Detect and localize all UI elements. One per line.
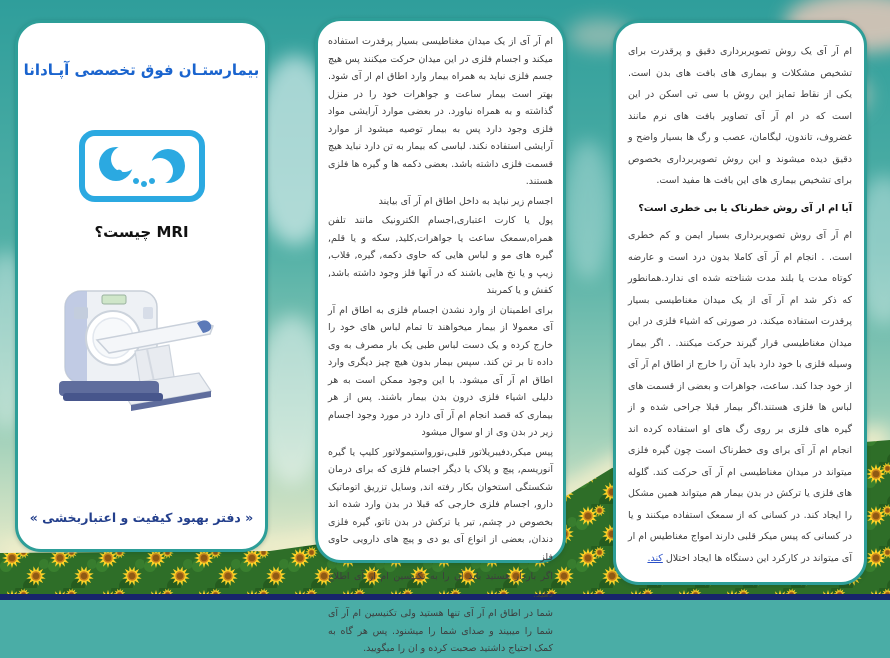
right-text-panel	[613, 20, 867, 585]
apadana-hospital-logo-icon	[78, 129, 206, 203]
paragraph-magnetic-field: ام آر آی از یک میدان مغناطیسی بسیار پرقدرت استفاده میکند و اجسام فلزی در این میدان حرکت میکنند پس هیچ جسم فلزی نباید به همراه بیمار وارد اطاق ام ار آی شود. بهتر است بیمار ساعت و جواهرات خود را در منزل گذاشته و به همراه نیاورد. در بعضی موارد آرایشی مواد فلزی وجود دارد پس به بیمار توصیه میشود از موارد آرایشی استفاده نکند. لباسی که بیمار به تن دارد نباید هیچ قسمت فلزی داشته باشد. بعضی دکمه ها و گیره ها فلزی هستند.	[328, 36, 553, 187]
paragraph-technician-contact: شما در اطاق ام آر آی تنها هستید ولی تکنیسین ام آر آی شما را میبیند و صدای شما را میشنود. پس هر گاه به کمک احتیاج داشتید صحبت کرده و ان را میگویید.	[328, 608, 553, 654]
mri-scanner-illustration	[47, 285, 237, 435]
cover-panel	[15, 20, 268, 552]
hospital-logo	[18, 129, 265, 207]
paragraph-implants-list: پیس میکر,دفیبریلاتور قلبی,نورواستیمولاتور کلیپ یا گیره آنوریسم, پیچ و پلاک یا دیگر اجسام فلزی که برای درمان شکستگی استخوان بکار رفته اند, وسایل تزریق اتوماتیک دارو, اجسام فلزی خارجی که قبلا در بدن وارد شده اند بخصوص در چشم, تیر یا ترکش در بدن تاتو, گیره فلزی دندان, بعضی از انواع آی یو دی و پیچ های دارویی حاوی فلز	[328, 446, 553, 563]
mri-question-title: MRI چیست؟	[94, 223, 189, 241]
paragraph-pregnancy-note: اگر باردار هستید باید آن را به تکنیسین ام آر آی اطلاع دهید.	[328, 571, 553, 600]
paragraph-safety-answer: ام آر آی روش تصویربرداری بسیار ایمن و کم خطری است. . انجام ام آر آی کاملا بدون درد است و عارضه کوتاه مدت یا بلند مدت شناخته شده ای ندارد.همانطور که ذکر شد ام آر آی از یک میدان مغناطیسی بسیار پرقدرت استفاده میکند. در صورتی که اشیاء فلزی در این میدان مغناطیسی قرار گیرند حرکت میکنند. . اگر بیمار وسیله فلزی با خود دارد باید آن را خارج از اطاق ام آر آی از خود جدا کند. ساعت، جواهرات و بعضی از قسمت های لباس ها فلزی هستند.اگر بیمار قبلا جراحی شده و از گیره های فلزی بر روی رگ های او استفاده کرده اند انجام ام آر آی برای وی خطرناک است چون گیره فلزی میتواند در میدان مغناطیسی ام آر آی حرکت کند. گلوله های فلزی یا ترکش در بدن بیمار هم میتواند همین مشکل را ایجاد کند. در کسانی که از سمعک استفاده میکنند و یا در کسانی که پیس میکر قلبی دارند امواج مغناطیس ام ار آی میتواند در کارکرد این دستگاه ها ایجاد اختلال کند.	[628, 230, 852, 564]
paragraph-forbidden-items-title: اجسام زیر نباید به داخل اطاق ام آر آی بیایند	[378, 195, 553, 207]
quality-office-footer: « دفتر بهبود کیفیت و اعتباربخشی »	[29, 510, 254, 525]
paragraph-mri-intro: ام آر آی یک روش تصویربرداری دقیق و پرقدرت برای تشخیص مشکلات و بیماری های بافت های بدن است. یکی از نقاط تمایز این روش با سی تی اسکن در این است که در ام آر آی تصاویر بافت های نرم مانند غضروف، تاندون، لیگامان، عصب و رگ ها بسیار واضح و دقیق دیده میشوند و این روش تصویربرداری بخصوص برای تشخیص بیماری های این بافت ها مفید است.	[628, 46, 852, 186]
inline-link-text[interactable]: کند.	[647, 552, 663, 564]
hospital-title: بیمارستـان فوق تخصصی آپـادانا	[23, 61, 260, 79]
middle-text-panel	[315, 18, 566, 654]
paragraph-forbidden-items-list: پول یا کارت اعتباری,اجسام الکترونیک مانند تلفن همراه,سمعک ساعت یا جواهرات,کلید, سکه و یا قلم, گیره های مو و لباس هایی که حاوی دکمه, گیره, قلاب, زیپ و یا نخ هایی باشند که در آنها فلز وجود داشته باشد, کفش و یا کمربند	[328, 215, 553, 296]
cloud	[564, 140, 612, 280]
paragraph-clothing-procedure: برای اطمینان از وارد نشدن اجسام فلزی به اطاق ام آر آی معمولا از بیمار میخواهند تا تمام لباس های خود را خارج کرده و یک دست لباس طبی یک بار مصرف به وی داده تا بر تن کند. سپس بیمار بدون هیچ چیز دیگری وارد اطاق ام آر آی میشود. با این وجود ممکن است به هر دلیلی اشیاء فلزی درون بدن بیمار باشند. پس از هر بیماری که قصد انجام ام آر آی دارد در مورد وجود اجسام زیر در بدن وی از او سوال میشود	[328, 304, 553, 438]
safety-question-heading: آیا ام ار آی روش خطرناک یا بی خطری است؟	[638, 202, 852, 214]
mri-scanner-image	[18, 285, 265, 439]
